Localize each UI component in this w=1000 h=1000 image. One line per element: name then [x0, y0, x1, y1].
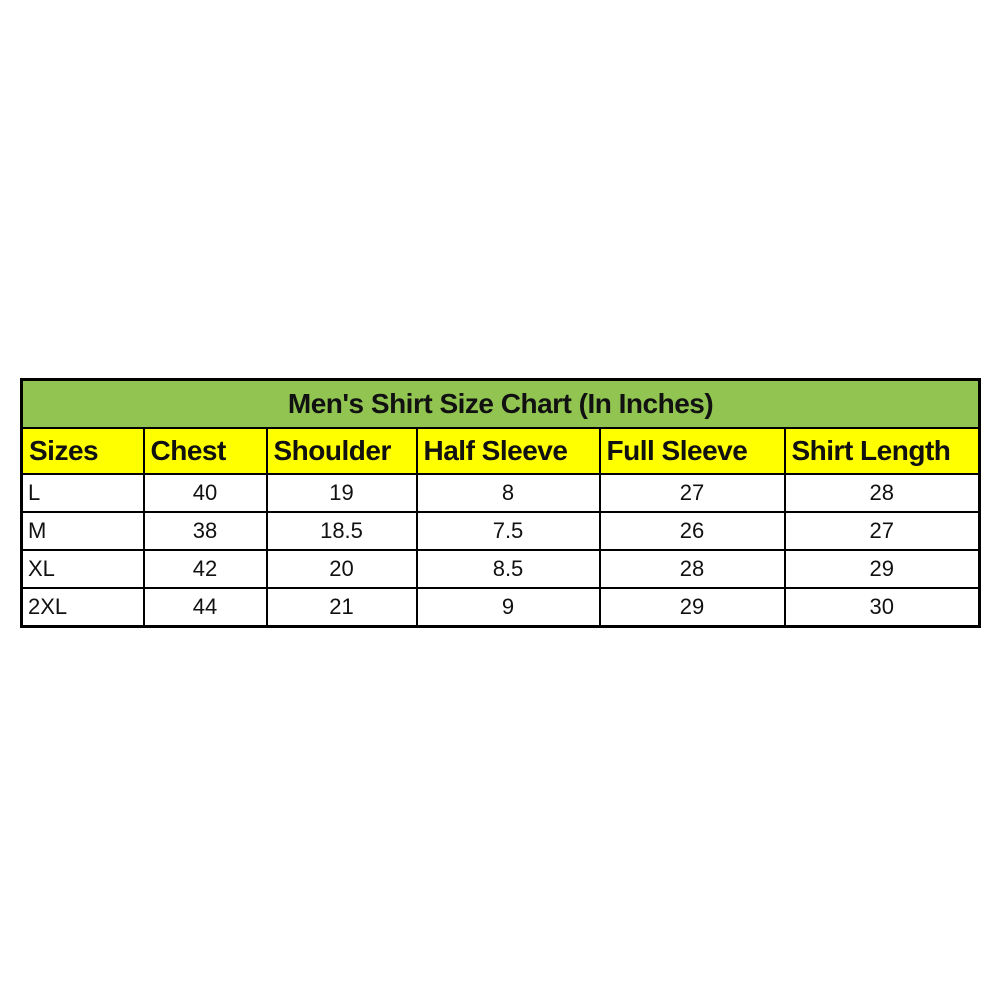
chest-value: 44	[144, 588, 267, 627]
size-cell: L	[22, 474, 144, 512]
column-header-half-sleeve: Half Sleeve	[417, 428, 600, 474]
table-row-l	[22, 474, 980, 512]
chest-value: 38	[144, 512, 267, 550]
table-title-row	[22, 380, 980, 429]
size-chart-table	[20, 378, 981, 628]
full-sleeve-value: 29	[600, 588, 785, 627]
full-sleeve-value: 28	[600, 550, 785, 588]
table-row-xl	[22, 550, 980, 588]
shirt-length-value: 28	[785, 474, 980, 512]
shirt-length-value: 30	[785, 588, 980, 627]
column-header-chest: Chest	[144, 428, 267, 474]
shoulder-value: 18.5	[267, 512, 417, 550]
half-sleeve-value: 8.5	[417, 550, 600, 588]
shirt-length-value: 29	[785, 550, 980, 588]
column-header-full-sleeve: Full Sleeve	[600, 428, 785, 474]
column-header-shirt-length: Shirt Length	[785, 428, 980, 474]
shoulder-value: 19	[267, 474, 417, 512]
shoulder-value: 20	[267, 550, 417, 588]
size-cell: XL	[22, 550, 144, 588]
full-sleeve-value: 27	[600, 474, 785, 512]
half-sleeve-value: 9	[417, 588, 600, 627]
column-header-shoulder: Shoulder	[267, 428, 417, 474]
column-header-sizes: Sizes	[22, 428, 144, 474]
chest-value: 42	[144, 550, 267, 588]
half-sleeve-value: 7.5	[417, 512, 600, 550]
full-sleeve-value: 26	[600, 512, 785, 550]
table-row-m	[22, 512, 980, 550]
shoulder-value: 21	[267, 588, 417, 627]
shirt-length-value: 27	[785, 512, 980, 550]
table-title: Men's Shirt Size Chart (In Inches)	[22, 380, 980, 429]
size-cell: M	[22, 512, 144, 550]
half-sleeve-value: 8	[417, 474, 600, 512]
chest-value: 40	[144, 474, 267, 512]
table-header-row	[22, 428, 980, 474]
size-cell: 2XL	[22, 588, 144, 627]
table-row-2xl	[22, 588, 980, 627]
